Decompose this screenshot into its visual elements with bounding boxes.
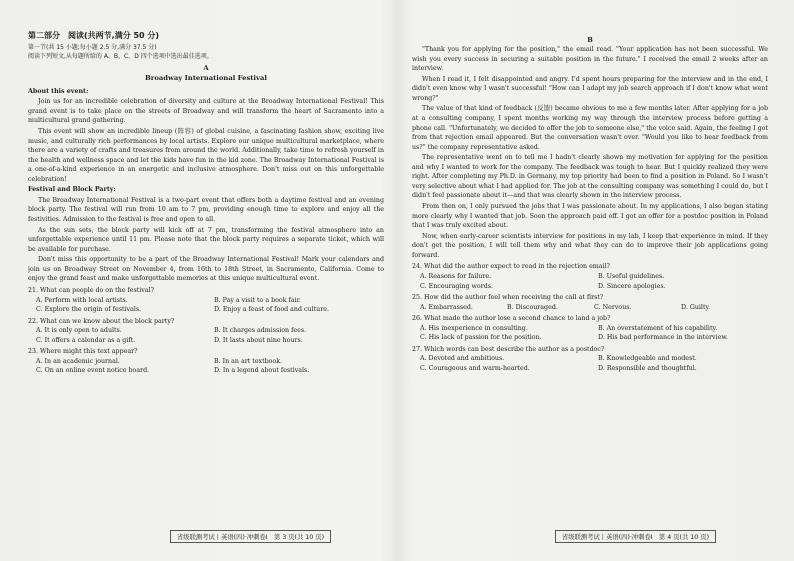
option-a: A. Devoted and ambitious. — [420, 355, 505, 363]
question-25 — [412, 293, 768, 312]
passage-a-title: Broadway International Festival — [145, 74, 267, 83]
section-instruction: 阅读下列短文,从每题所给的 A、B、C、D 四个选项中选出最佳选项。 — [28, 53, 213, 61]
option-d: D. In a legend about festivals. — [214, 367, 310, 375]
option-c: C. Encouraging words. — [420, 282, 493, 290]
option-b: B. Pay a visit to a book fair. — [214, 296, 301, 304]
option-d: D. Responsible and thoughtful. — [598, 365, 697, 373]
option-b: B. Knowledgeable and modest. — [598, 355, 697, 363]
option-c: C. Courageous and warm-hearted. — [420, 365, 530, 373]
question-23 — [28, 347, 384, 376]
option-a: A. It is only open to adults. — [36, 327, 122, 335]
option-c: C. Nervous. — [594, 303, 632, 311]
option-c: C. Explore the origin of festivals. — [36, 306, 142, 314]
passage-b-paragraph: When I read it, I felt disappointed and angry. I'd spent hours preparing for the interview and in the end, I didn't even know why I wasn't successful! "How can I adapt my job search approach if I don't know what went wrong?" — [412, 75, 768, 102]
passage-b-letter: B — [587, 36, 593, 44]
option-c: C. On an online event notice board. — [36, 367, 150, 375]
option-a: A. Reasons for failure. — [420, 272, 492, 280]
option-b: B. Useful guidelines. — [598, 272, 665, 280]
question-22 — [28, 317, 384, 346]
option-d: D. Enjoy a feast of food and culture. — [214, 306, 329, 314]
passage-a-paragraph: Don't miss this opportunity to be a part of the Broadway International Festival! Mark your calendars and join us on Broadway Street on November 4, from 16th to 18th Street, in Sacramento, California. Come to enjoy the grand feast and make unforgettable memories at this unique multicultural event. — [28, 256, 384, 283]
option-a: A. Embarrassed. — [420, 303, 473, 311]
passage-a-paragraph: This event will show an incredible lineup (阵容) of global cuisine, a fascinating fashion show, exciting live music, and culturally rich performances by local artists. Explore our unique multicultural marketplace, where there are a variety of crafts and treasures from around the world. Additionally, take time to refresh yourself in the health and wellness space and let the kids have fun in the kid zone. The Broadway International Festival is a one-of-a-kind experience in an energetic and inclusive atmosphere. Don't miss out on this unforgettable celebration! — [28, 127, 384, 183]
passage-b-paragraph: The representative went on to tell me I hadn't clearly shown my motivation for applying for the position and why I wanted to work for the company. The feedback was tough to hear. But I quickly realized they were right. After completing my Ph.D. in Germany, my top priority had been to find a position in Poland. So I wasn't very selective about what I had applied for. The job at the consulting company was something I could do, but I didn't feel passionate about it—and that was clearly shown in the interview process. — [412, 154, 768, 200]
page-footer-right: 省级联测考试丨英语(四)·冲刺卷Ⅰ 第 4 页(共 10 页) — [555, 530, 716, 543]
about-heading: About this event: — [28, 87, 89, 95]
option-b: B. Discouraged. — [507, 303, 558, 311]
option-c: C. It offers a calendar as a gift. — [36, 336, 136, 344]
option-b: B. It charges admission fees. — [214, 327, 307, 335]
question-stem: 27. Which words can best describe the author as a postdoc? — [412, 345, 605, 353]
question-27 — [412, 345, 768, 374]
question-21 — [28, 286, 384, 315]
option-d: D. Guilty. — [681, 303, 711, 311]
option-a: A. In an academic journal. — [36, 357, 120, 365]
passage-b-paragraph: The value of that kind of feedback (反馈) became obvious to me a few months later. After applying for a job at a consulting company, I spent months working my way through the interview process before getting a phone call. "Unfortunately, we decided to offer the job to someone else," the voice said. Again, the feeling I got from that rejection email appeared. But the conversation wasn't over. "Would you like to hear feedback from us?" the company representative asked. — [412, 105, 768, 151]
option-c: C. His lack of passion for the position. — [420, 334, 542, 342]
question-stem: 26. What made the author lose a second chance to land a job? — [412, 315, 611, 323]
option-d: D. His bad performance in the interview. — [598, 334, 728, 342]
passage-a-paragraph: Join us for an incredible celebration of diversity and culture at the Broadway International Festival! This grand event is to take place on the streets of Broadway and will transform the heart of Sacramento into a multicultural grand gathering. — [28, 98, 384, 125]
question-stem: 24. What did the author expect to read in the rejection email? — [412, 263, 610, 271]
question-stem: 25. How did the author feel when receiving the call at first? — [412, 294, 604, 302]
option-b: B. An overstatement of his capability. — [598, 324, 718, 332]
passage-a-paragraph: The Broadway International Festival is a two-part event that offers both a daytime festival and an evening block party. The festival will run from 10 am to 7 pm, providing enough time to explore and enjoy all the festivities. Admission to the festival is free and open to all. — [28, 196, 384, 224]
option-a: A. His inexperience in consulting. — [420, 324, 528, 332]
option-d: D. It lasts about nine hours. — [214, 336, 303, 344]
passage-b-paragraph: Now, when early-career scientists interview for positions in my lab, I keep that experience in mind. If they don't get the position, I will tell them why and what they can do to improve their job applications going forward. — [412, 232, 768, 259]
right-page-column — [412, 34, 768, 542]
passage-b-paragraph: From then on, I only pursued the jobs that I was passionate about. In my applications, I also began stating more clearly why I wanted that job. Soon the approach paid off. I got an offer for a postdoc position in Poland that I was truly excited about. — [412, 203, 768, 230]
option-b: B. In an art textbook. — [214, 357, 283, 365]
question-26 — [412, 314, 768, 343]
question-stem: 21. What can people do on the festival? — [28, 286, 155, 294]
question-24 — [412, 262, 768, 291]
festival-heading: Festival and Block Party: — [28, 186, 116, 194]
question-stem: 22. What can we know about the block party? — [28, 317, 175, 325]
passage-b-paragraph: "Thank you for applying for the position," the email read. "Your application has not been successful. We wish you every success in securing a suitable position in the future." I received the email 2 weeks after an interview. — [412, 46, 768, 73]
passage-a-letter: A — [203, 64, 209, 73]
question-stem: 23. Where might this text appear? — [28, 348, 138, 356]
passage-a-paragraph: As the sun sets, the block party will kick off at 7 pm, transforming the festival atmosphere into an unforgettable experience until 11 pm. Please note that the block party requires a separate ticket, which will be available for purchase. — [28, 226, 384, 253]
left-page-column — [28, 30, 384, 538]
option-d: D. Sincere apologies. — [598, 282, 666, 290]
section-title: 第二部分 阅读(共两节,满分 50 分) — [28, 31, 160, 40]
section-subtitle: 第一节(共 15 小题;每小题 2.5 分,满分 37.5 分) — [28, 44, 157, 52]
option-a: A. Perform with local artists. — [36, 296, 128, 304]
page-footer-left: 省级联测考试丨英语(四)·冲刺卷Ⅰ 第 3 页(共 10 页) — [170, 530, 331, 543]
